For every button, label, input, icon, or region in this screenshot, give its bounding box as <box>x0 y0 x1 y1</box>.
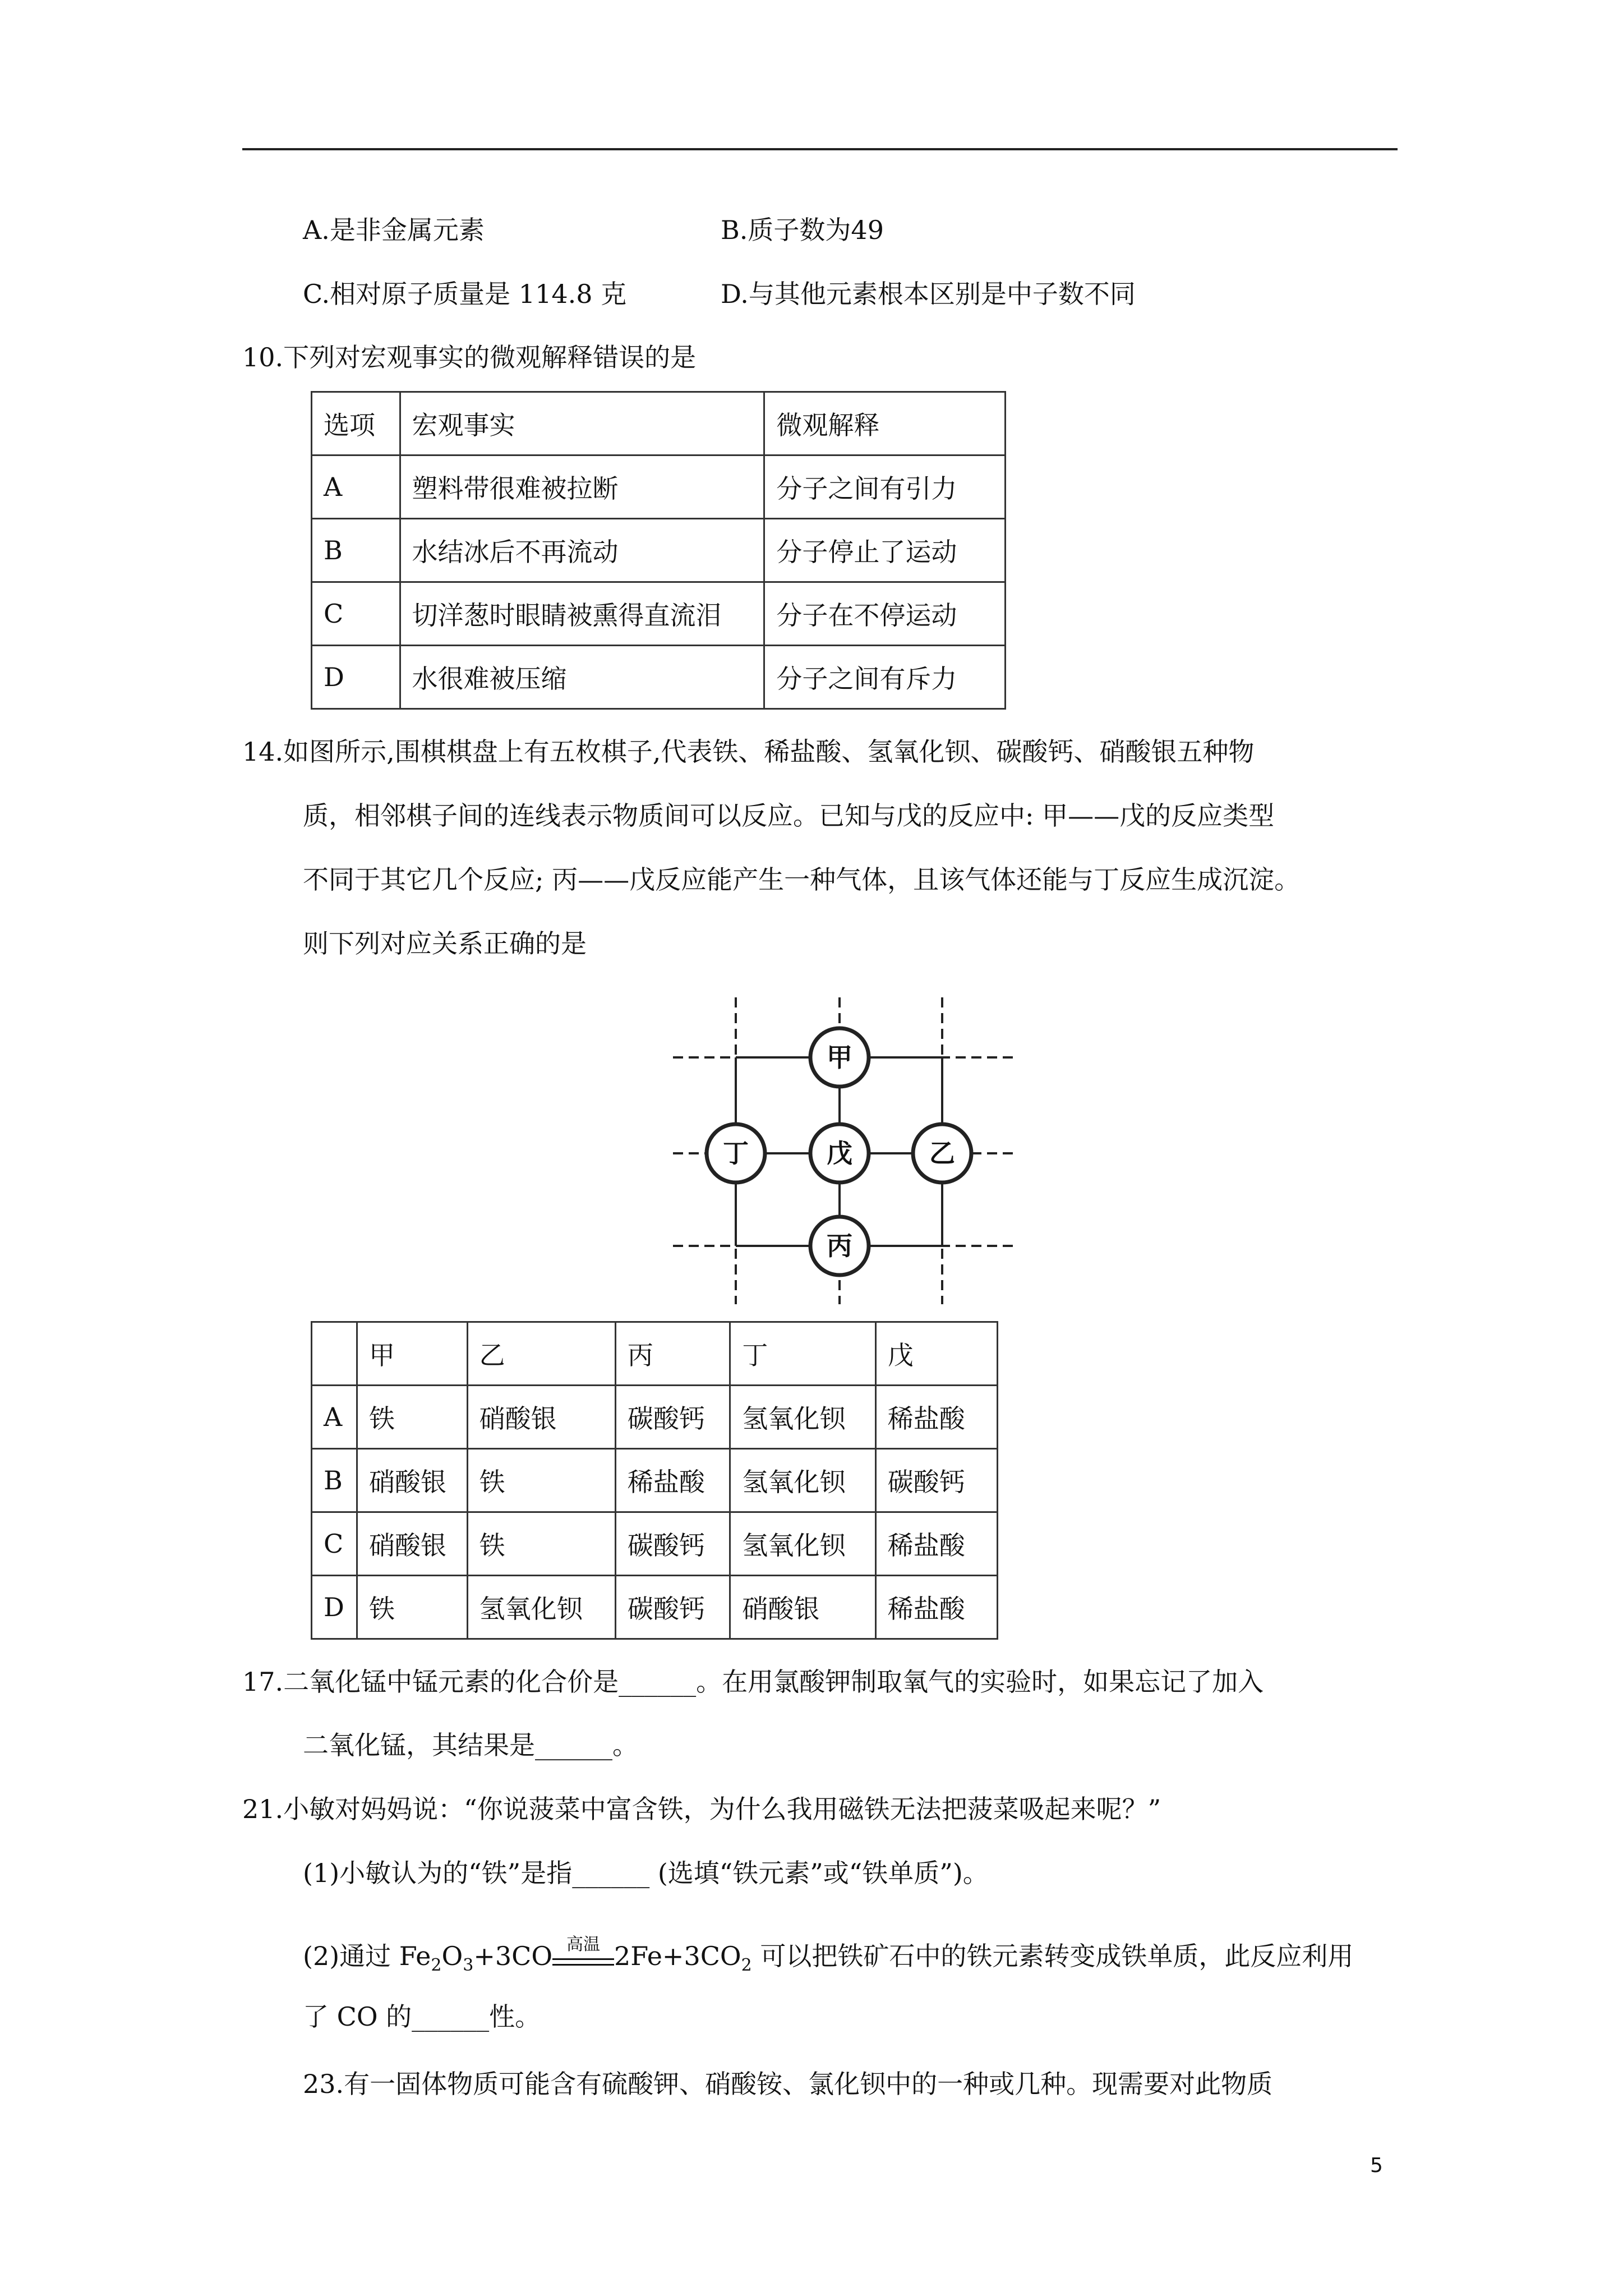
q21-part-2-rest: 可以把铁矿石中的铁元素转变成铁单质，此反应利用 <box>751 1941 1354 1971</box>
table-cell: 铁 <box>467 1449 615 1512</box>
table-cell: 硝酸银 <box>467 1386 615 1449</box>
go-board-diagram <box>667 993 1026 1307</box>
table-cell: 氢氧化钡 <box>730 1512 875 1576</box>
piece-label-jia: 甲 <box>827 1042 852 1073</box>
table-header-cell: 戊 <box>875 1322 997 1386</box>
table-cell: 分子停止了运动 <box>764 519 1006 582</box>
formula-sub: 2 <box>431 1955 442 1976</box>
table-cell: 分子之间有斥力 <box>764 646 1006 709</box>
table-cell: 硝酸银 <box>730 1576 875 1639</box>
q9-option-a: A.是非金属元素 <box>303 215 485 245</box>
q14-line-3: 不同于其它几个反应; 丙——戊反应能产生一种气体，且该气体还能与丁反应生成沉淀。 <box>303 864 1301 895</box>
table-cell: B <box>312 519 400 582</box>
q14-table <box>311 1321 998 1640</box>
table-header-row <box>312 1322 998 1386</box>
q21-part-2-line-2: 了 CO 的______性。 <box>303 2001 541 2032</box>
formula-sub: 3 <box>463 1955 474 1976</box>
table-cell: 氢氧化钡 <box>730 1386 875 1449</box>
table-cell: 水很难被压缩 <box>400 646 764 709</box>
table-cell: 切洋葱时眼睛被熏得直流泪 <box>400 582 764 646</box>
table-header-cell: 乙 <box>467 1322 615 1386</box>
table-cell: 稀盐酸 <box>875 1386 997 1449</box>
table-cell: 硝酸银 <box>357 1512 467 1576</box>
reaction-arrow <box>552 1935 614 1975</box>
table-row <box>312 519 1006 582</box>
q14-line-4: 则下列对应关系正确的是 <box>303 928 587 959</box>
table-cell: 铁 <box>357 1386 467 1449</box>
table-cell: 稀盐酸 <box>615 1449 730 1512</box>
q21-part-1: (1)小敏认为的“铁”是指______ (选填“铁元素”或“铁单质”)。 <box>303 1858 989 1888</box>
table-cell: 分子在不停运动 <box>764 582 1006 646</box>
formula-reactant: +3CO <box>473 1941 553 1971</box>
q21-part-2 <box>303 1935 1354 1982</box>
q10-stem: 10.下列对宏观事实的微观解释错误的是 <box>242 342 697 372</box>
table-cell: 铁 <box>357 1576 467 1639</box>
table-row <box>312 455 1006 519</box>
table-row <box>312 1449 998 1512</box>
table-cell: 塑料带很难被拉断 <box>400 455 764 519</box>
table-header-cell: 丁 <box>730 1322 875 1386</box>
table-cell: A <box>312 1386 357 1449</box>
table-header-cell: 甲 <box>357 1322 467 1386</box>
table-cell: D <box>312 1576 357 1639</box>
q9-option-d: D.与其他元素根本区别是中子数不同 <box>721 279 1136 309</box>
table-cell: C <box>312 1512 357 1576</box>
q21-stem: 21.小敏对妈妈说：“你说菠菜中富含铁，为什么我用磁铁无法把菠菜吸起来呢？” <box>242 1794 1161 1824</box>
table-row <box>312 1576 998 1639</box>
formula-fe: Fe <box>399 1941 431 1971</box>
formula-o: O <box>441 1941 463 1971</box>
table-cell: A <box>312 455 400 519</box>
table-cell: 稀盐酸 <box>875 1576 997 1639</box>
table-cell: 碳酸钙 <box>615 1576 730 1639</box>
table-row <box>312 582 1006 646</box>
table-cell: 碳酸钙 <box>875 1449 997 1512</box>
table-header-row <box>312 392 1006 455</box>
table-cell: 稀盐酸 <box>875 1512 997 1576</box>
table-row <box>312 646 1006 709</box>
table-cell: 水结冰后不再流动 <box>400 519 764 582</box>
page-number: 5 <box>1370 2154 1383 2177</box>
reaction-condition: 高温 <box>566 1935 601 1954</box>
piece-label-wu: 戊 <box>827 1138 852 1168</box>
table-header-cell: 丙 <box>615 1322 730 1386</box>
piece-label-ding: 丁 <box>723 1138 749 1168</box>
q10-table <box>311 391 1006 710</box>
table-cell: 分子之间有引力 <box>764 455 1006 519</box>
table-row <box>312 1386 998 1449</box>
q9-option-b: B.质子数为49 <box>721 215 884 245</box>
table-cell: C <box>312 582 400 646</box>
table-cell: 硝酸银 <box>357 1449 467 1512</box>
q9-option-c: C.相对原子质量是 114.8 克 <box>303 279 627 309</box>
table-cell: B <box>312 1449 357 1512</box>
q14-line-2: 质，相邻棋子间的连线表示物质间可以反应。已知与戊的反应中: 甲——戊的反应类型 <box>303 800 1275 831</box>
table-header-cell: 宏观事实 <box>400 392 764 455</box>
formula-product: 2Fe+3CO <box>614 1941 741 1971</box>
table-header-cell <box>312 1322 357 1386</box>
table-cell: 铁 <box>467 1512 615 1576</box>
piece-label-yi: 乙 <box>929 1138 955 1168</box>
formula-sub: 2 <box>741 1955 752 1976</box>
table-header-cell: 微观解释 <box>764 392 1006 455</box>
piece-label-bing: 丙 <box>827 1231 852 1261</box>
header-rule <box>242 148 1398 150</box>
table-cell: 碳酸钙 <box>615 1512 730 1576</box>
q17-line-1: 17.二氧化锰中锰元素的化合价是______。在用氯酸钾制取氧气的实验时，如果忘记了加入 <box>242 1667 1264 1697</box>
table-row <box>312 1512 998 1576</box>
q21-part-2-prefix: (2)通过 <box>303 1941 399 1971</box>
q23-line-1: 23.有一固体物质可能含有硫酸钾、硝酸铵、氯化钡中的一种或几种。现需要对此物质 <box>303 2069 1273 2099</box>
q14-line-1: 14.如图所示,围棋棋盘上有五枚棋子,代表铁、稀盐酸、氢氧化钡、碳酸钙、硝酸银五种物 <box>242 737 1255 767</box>
table-header-cell: 选项 <box>312 392 400 455</box>
table-cell: 氢氧化钡 <box>467 1576 615 1639</box>
table-cell: 氢氧化钡 <box>730 1449 875 1512</box>
q17-line-2: 二氧化锰，其结果是______。 <box>303 1730 638 1760</box>
table-cell: D <box>312 646 400 709</box>
table-cell: 碳酸钙 <box>615 1386 730 1449</box>
